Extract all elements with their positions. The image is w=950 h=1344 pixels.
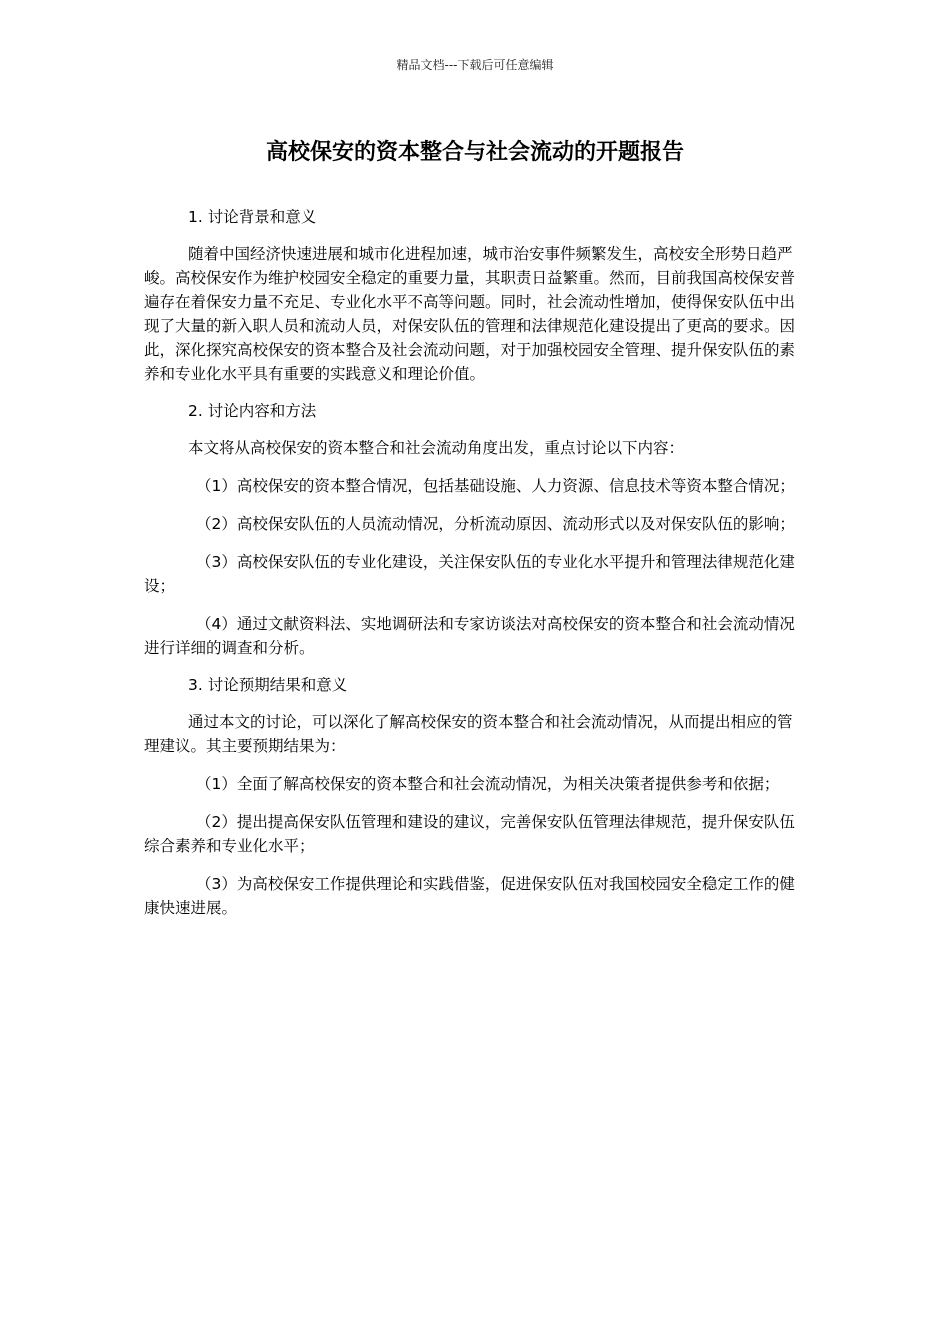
list-item: （4）通过文献资料法、实地调研法和专家访谈法对高校保安的资本整合和社会流动情况进行详细的调查和分析。 — [144, 615, 795, 657]
list-item: （1）高校保安的资本整合情况，包括基础设施、人力资源、信息技术等资本整合情况； — [196, 477, 795, 495]
section-heading-content-method: 2. 讨论内容和方法 — [188, 402, 317, 420]
document-title: 高校保安的资本整合与社会流动的开题报告 — [265, 140, 684, 165]
paragraph-content-intro: 本文将从高校保安的资本整合和社会流动角度出发，重点讨论以下内容： — [188, 439, 685, 457]
list-item: （3）为高校保安工作提供理论和实践借鉴，促进保安队伍对我国校园安全稳定工作的健康快速进展。 — [144, 875, 795, 917]
page-header: 精品文档---下载后可任意编辑 — [396, 58, 554, 72]
paragraph-results-intro: 通过本文的讨论，可以深化了解高校保安的资本整合和社会流动情况，从而提出相应的管理建议。其主要预期结果为： — [144, 713, 793, 755]
section-heading-background: 1. 讨论背景和意义 — [188, 208, 317, 226]
paragraph-background: 随着中国经济快速进展和城市化进程加速，城市治安事件频繁发生，高校安全形势日趋严峻。高校保安作为维护校园安全稳定的重要力量，其职责日益繁重。然而，目前我国高校保安普遍存在着保安力量不充足、专业化水平不高等问题。同时，社会流动性增加，使得保安队伍中出现了大量的新入职人员和流动人员，对保安队伍的管理和法律规范化建设提出了更高的要求。因此，深化探究高校保安的资本整合及社会流动问题，对于加强校园安全管理、提升保安队伍的素养和专业化水平具有重要的实践意义和理论价值。 — [144, 245, 796, 383]
list-item: （3）高校保安队伍的专业化建设，关注保安队伍的专业化水平提升和管理法律规范化建设； — [144, 553, 795, 595]
list-item: （1）全面了解高校保安的资本整合和社会流动情况，为相关决策者提供参考和依据； — [196, 775, 780, 793]
document-body — [144, 205, 806, 920]
section-heading-expected-results: 3. 讨论预期结果和意义 — [188, 676, 348, 694]
list-item: （2）提出提高保安队伍管理和建设的建议，完善保安队伍管理法律规范，提升保安队伍综合素养和专业化水平； — [144, 813, 795, 855]
list-item: （2）高校保安队伍的人员流动情况，分析流动原因、流动形式以及对保安队伍的影响； — [196, 515, 795, 533]
